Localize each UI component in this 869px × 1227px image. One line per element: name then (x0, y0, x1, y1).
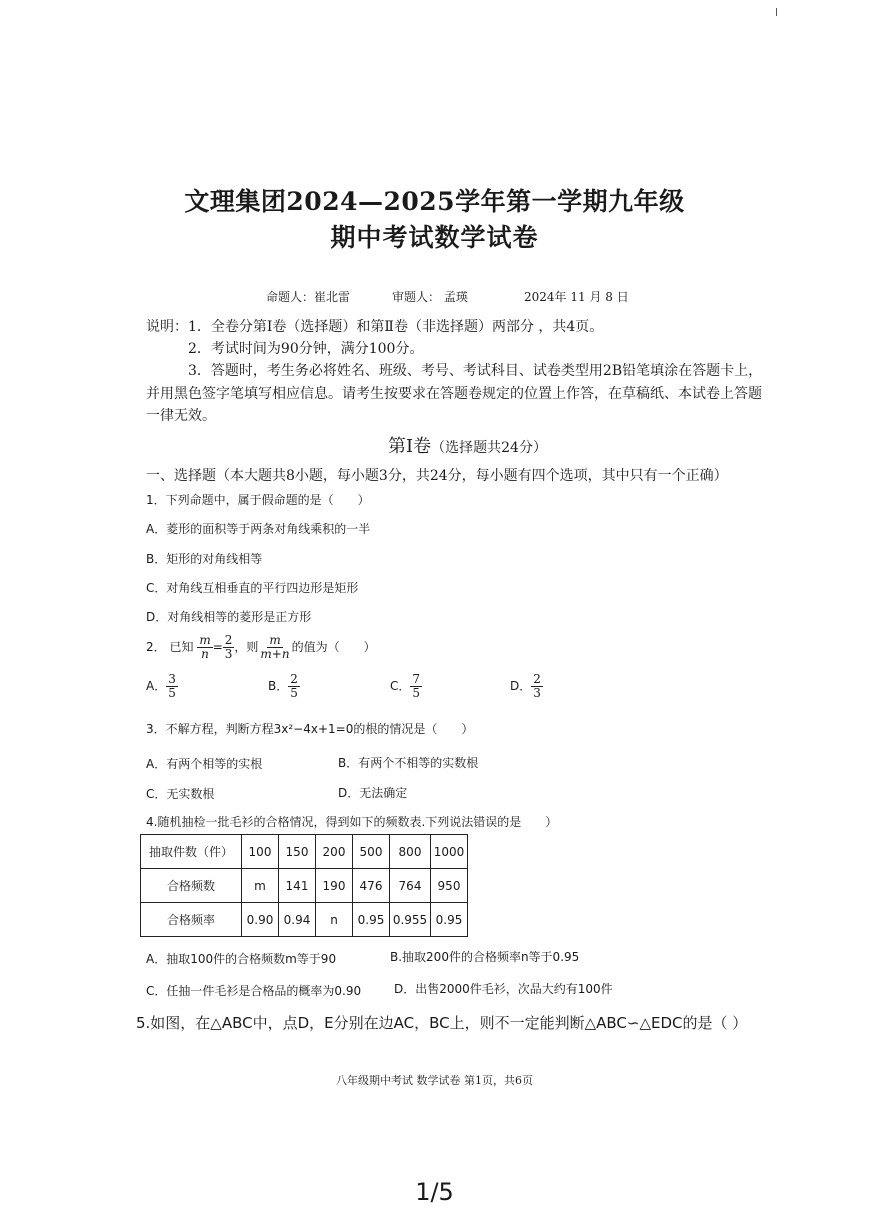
option-fraction (166, 673, 178, 700)
q3-stem: 3．不解方程，判断方程3x²−4x+1=0的根的情况是（ ） (146, 722, 474, 736)
note-line-5: 一律无效。 (146, 408, 216, 424)
q2-stem (146, 634, 376, 661)
note-line-1: 说明：1．全卷分第Ⅰ卷（选择题）和第Ⅱ卷（非选择题）两部分 ，共4页。 (146, 319, 604, 335)
exam-title-line1: 文理集团2024—2025学年第一学期九年级 (184, 187, 685, 216)
table-cell: n (316, 903, 353, 937)
section-title (388, 432, 547, 458)
reviewer-info: 审题人： 孟瑛 (392, 290, 468, 304)
frac-numerator: 3 (168, 672, 176, 686)
table-cell: 500 (353, 835, 390, 869)
exam-date: 2024年 11 月 8 日 (524, 290, 629, 304)
q2-then: ，则 (234, 640, 259, 654)
table-cell: 764 (390, 869, 431, 903)
option-fraction (288, 673, 300, 700)
table-cell: 合格频率 (141, 903, 242, 937)
note-line-3: 3．答题时，考生务必将姓名、班级、考号、考试科目、试卷类型用2B铅笔填涂在答题卡上， (188, 363, 763, 379)
frac-denominator: 3 (533, 686, 541, 700)
q4-option-c: C．任抽一件毛衫是合格品的概率为0.90 (146, 984, 362, 998)
frac-numerator: 2 (533, 672, 541, 686)
table-cell: 950 (431, 869, 468, 903)
q1-option-b: B．矩形的对角线相等 (146, 552, 263, 566)
frac-denominator: 5 (290, 686, 298, 700)
q2-tail: 的值为（ ） (291, 640, 376, 654)
q2-equals: = (212, 640, 223, 654)
table-row (141, 869, 468, 903)
table-cell: 476 (353, 869, 390, 903)
table-cell: m (242, 869, 279, 903)
q3-option-a: A．有两个相等的实根 (146, 757, 263, 771)
frac-numerator: 2 (290, 672, 298, 686)
exam-title-line2: 期中考试数学试卷 (330, 223, 539, 252)
frac-denominator: 3 (224, 647, 233, 661)
table-cell: 150 (279, 835, 316, 869)
frac-denominator: 5 (412, 686, 421, 700)
q2-fraction-ask (258, 634, 291, 661)
table-cell: 190 (316, 869, 353, 903)
note-line-4: 并用黑色签字笔填写相应信息。请考生按要求在答题卷规定的位置上作答，在草稿纸、本试卷上答题 (146, 386, 762, 402)
q1-option-d: D．对角线相等的菱形是正方形 (146, 610, 312, 624)
note-line-2: 2．考试时间为90分钟，满分100分。 (188, 341, 424, 357)
q3-option-d: D．无法确定 (338, 786, 408, 800)
q1-stem: 1．下列命题中，属于假命题的是（ ） (146, 493, 370, 507)
scan-mark (776, 8, 777, 16)
q2-number: 2． (146, 640, 166, 654)
q5-stem: 5.如图，在△ABC中，点D，E分别在边AC，BC上，则不一定能判断△ABC∽△EDC的是（ ） (136, 1014, 748, 1032)
page-indicator: 1/5 (415, 1178, 454, 1206)
frac-denominator: 5 (168, 686, 176, 700)
frac-numerator: 2 (224, 633, 233, 647)
table-cell: 100 (242, 835, 279, 869)
table-cell: 0.955 (390, 903, 431, 937)
table-row (141, 903, 468, 937)
table-row (141, 835, 468, 869)
table-cell: 抽取件数（件） (141, 835, 242, 869)
q2-option-c (390, 673, 422, 700)
table-cell: 1000 (431, 835, 468, 869)
table-cell: 0.90 (242, 903, 279, 937)
q4-option-d: D．出售2000件毛衫，次品大约有100件 (394, 982, 613, 996)
q4-option-b: B.抽取200件的合格频率n等于0.95 (390, 950, 580, 964)
table-cell: 800 (390, 835, 431, 869)
frac-numerator: m (199, 633, 211, 647)
table-cell: 合格频数 (141, 869, 242, 903)
q4-option-a: A．抽取100件的合格频数m等于90 (146, 952, 337, 966)
q2-known: 已知 (169, 640, 194, 654)
option-label: C． (390, 679, 411, 693)
option-fraction (531, 673, 543, 700)
section-name: 第Ⅰ卷 (388, 436, 432, 457)
q1-option-c: C．对角线互相垂直的平行四边形是矩形 (146, 581, 359, 595)
frac-numerator: m (269, 633, 281, 647)
q2-fraction-given (223, 634, 235, 661)
table-cell: 0.95 (353, 903, 390, 937)
option-label: A． (146, 679, 167, 693)
table-cell: 0.94 (279, 903, 316, 937)
q2-option-b (268, 673, 300, 700)
section-heading: 一、选择题（本大题共8小题，每小题3分，共24分，每小题有四个选项，其中只有一个正确） (146, 468, 728, 484)
frac-denominator: n (201, 647, 209, 661)
page-footer: 八年级期中考试 数学试卷 第1页，共6页 (336, 1074, 533, 1087)
q4-stem: 4.随机抽检一批毛衫的合格情况，得到如下的频数表.下列说法错误的是 ） (146, 815, 558, 829)
frequency-table (140, 834, 468, 937)
option-label: B． (268, 679, 289, 693)
table-cell: 200 (316, 835, 353, 869)
q1-option-a: A．菱形的面积等于两条对角线乘积的一半 (146, 522, 371, 536)
section-subtitle: （选择题共24分） (431, 440, 547, 456)
option-fraction (410, 673, 422, 700)
table-cell: 141 (279, 869, 316, 903)
q3-option-c: C．无实数根 (146, 787, 215, 801)
setter-info: 命题人：崔北雷 (266, 290, 351, 304)
q3-option-b: B．有两个不相等的实数根 (338, 756, 479, 770)
table-cell: 0.95 (431, 903, 468, 937)
q2-option-d (510, 673, 543, 700)
q2-option-a (146, 673, 178, 700)
frac-denominator: m+n (260, 647, 290, 661)
option-label: D． (510, 679, 532, 693)
q2-fraction-m-over-n (197, 634, 212, 661)
frac-numerator: 7 (412, 672, 421, 686)
